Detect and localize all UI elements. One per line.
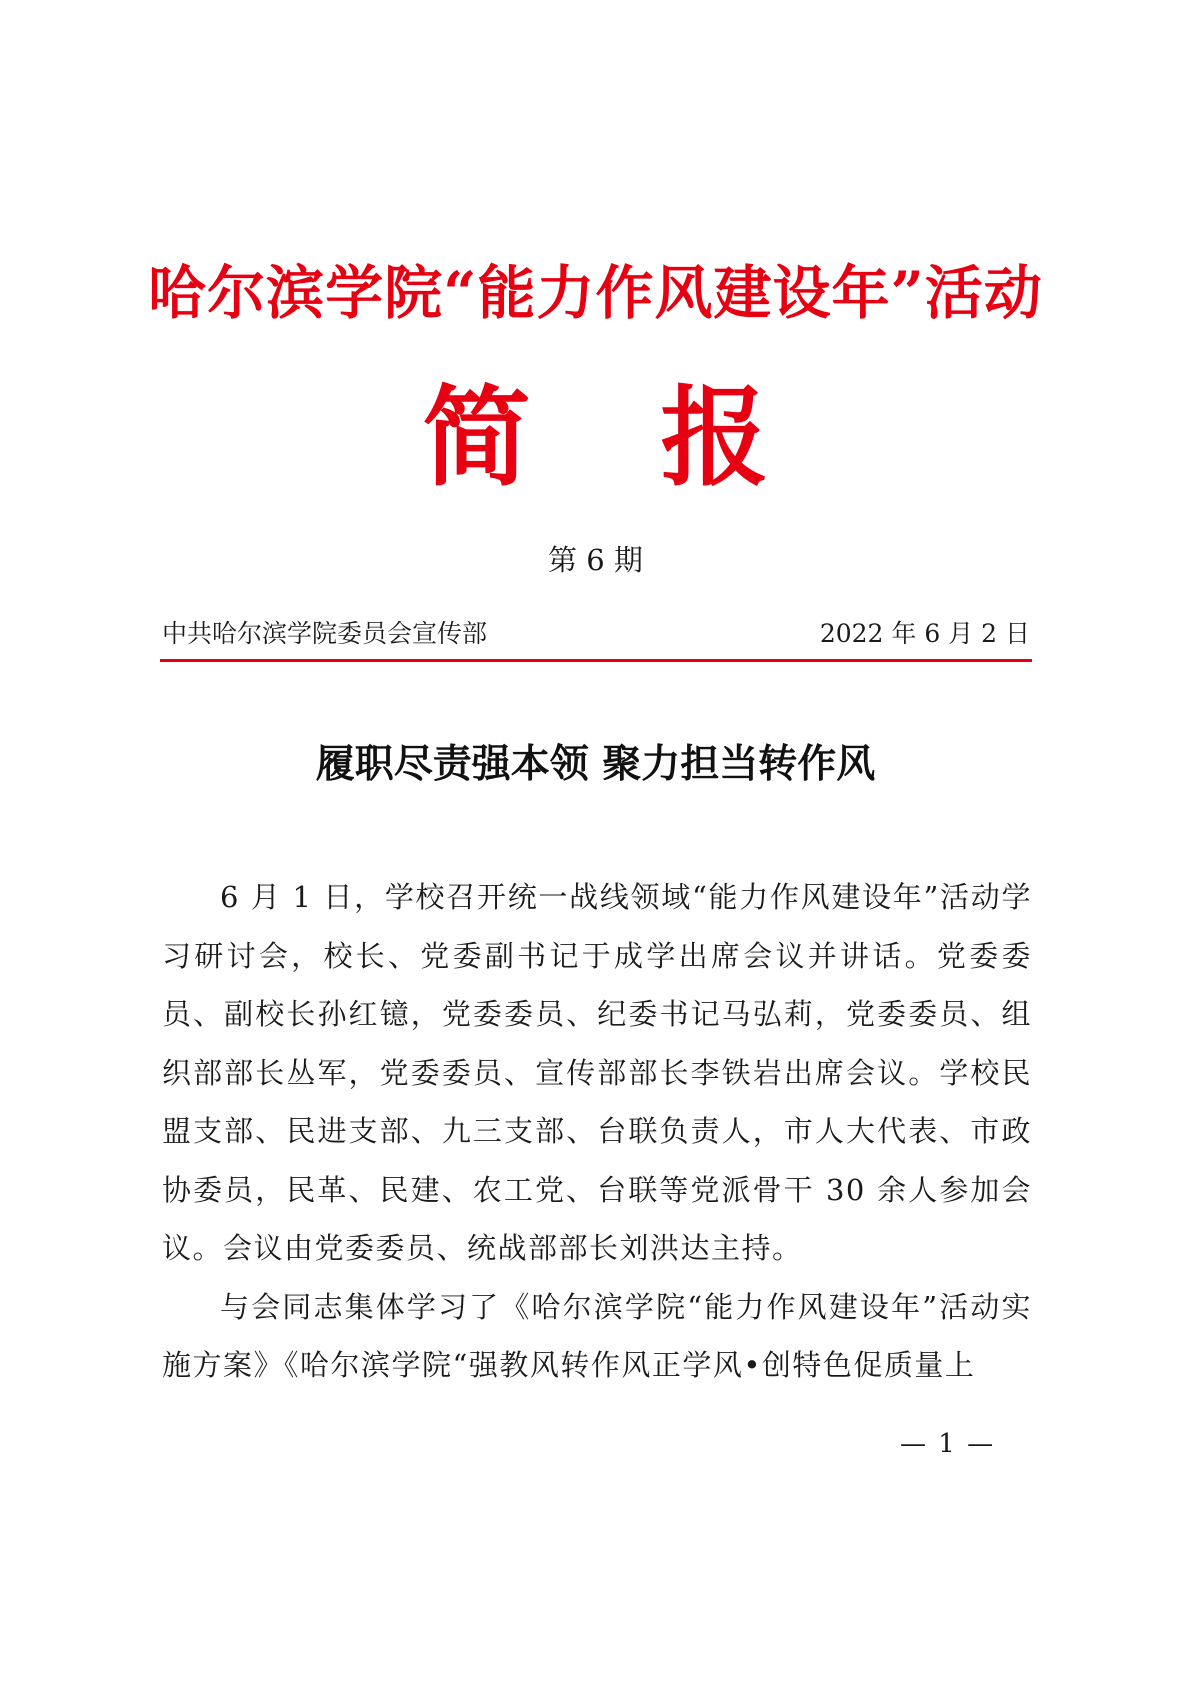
red-divider-line bbox=[160, 659, 1032, 662]
masthead-brief-heading: 简报 bbox=[422, 375, 899, 501]
body-paragraph-1: 6 月 1 日，学校召开统一战线领域“能力作风建设年”活动学习研讨会，校长、党委副书记于成学出席会议并讲话。党委委员、副校长孙红镱，党委委员、纪委书记马弘莉，党委委员、组织部部长丛军，党委委员、宣传部部长李铁岩出席会议。学校民盟支部、民进支部、九三支部、台联负责人，市人大代表、市政协委员，民革、民建、农工党、台联等党派骨干 30 余人参加会议。会议由党委委员、统战部部长刘洪达主持。 bbox=[162, 880, 1032, 1265]
issue-number: 第 6 期 bbox=[548, 543, 643, 577]
page-number: — 1 — bbox=[900, 1429, 996, 1459]
publication-info-row bbox=[162, 614, 1030, 654]
article-body bbox=[162, 868, 1032, 1395]
publication-date: 2022 年 6 月 2 日 bbox=[819, 619, 1030, 648]
publisher-name: 中共哈尔滨学院委员会宣传部 bbox=[162, 619, 488, 648]
masthead-title: 哈尔滨学院“能力作风建设年”活动 bbox=[148, 259, 1043, 327]
body-paragraph-2: 与会同志集体学习了《哈尔滨学院“能力作风建设年”活动实施方案》《哈尔滨学院“强教风转作风正学风•创特色促质量上 bbox=[162, 1289, 1032, 1382]
article-title: 履职尽责强本领 聚力担当转作风 bbox=[315, 741, 876, 787]
